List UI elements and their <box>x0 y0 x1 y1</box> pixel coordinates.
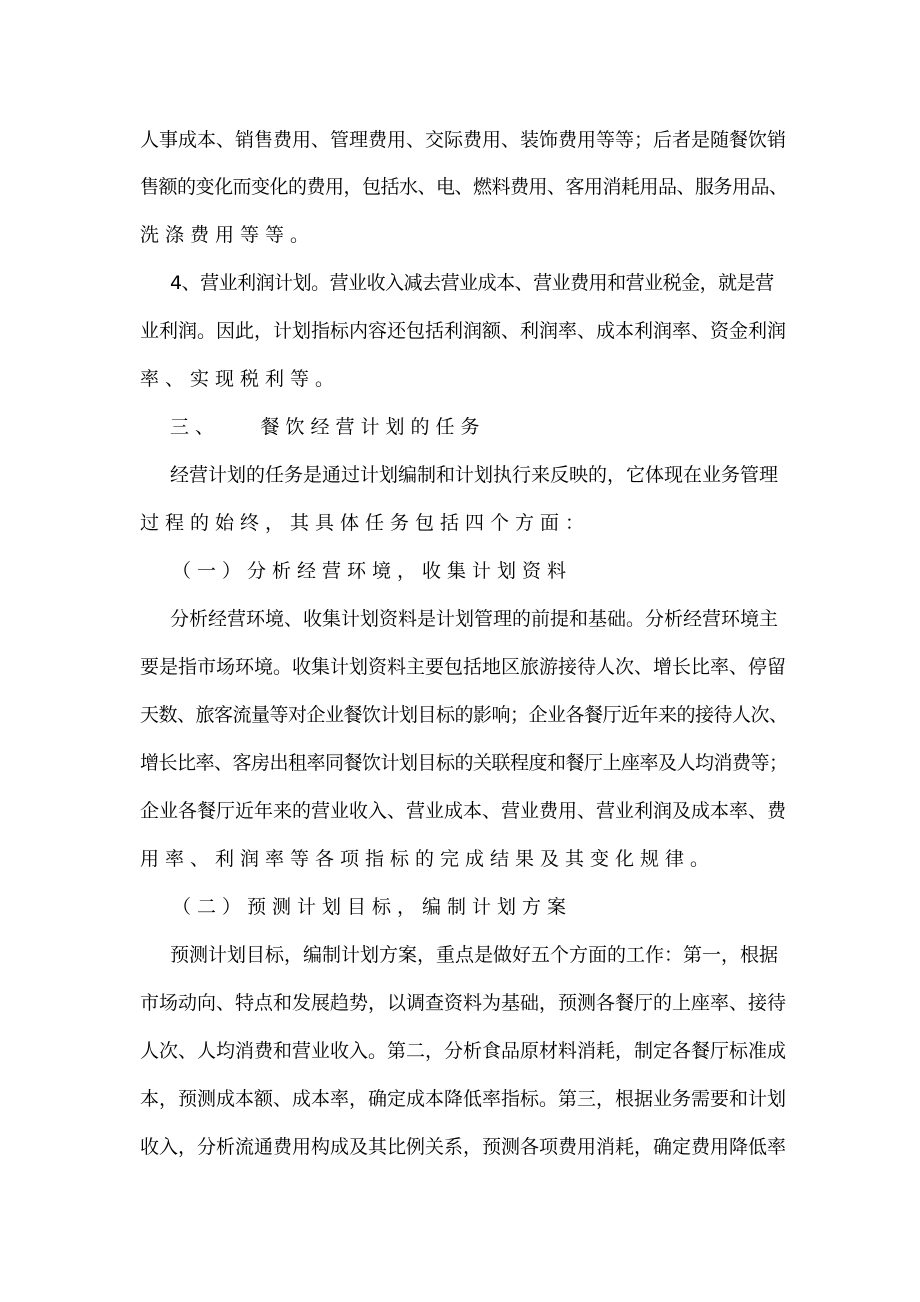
text-line: 增长比率、客房出租率同餐饮计划目标的关联程度和餐厅上座率及人均消费等； <box>140 752 788 774</box>
text-line: 天数、旅客流量等对企业餐饮计划目标的影响；企业各餐厅近年来的接待人次、 <box>140 704 788 726</box>
text-line: 市场动向、特点和发展趋势，以调查资料为基础，预测各餐厅的上座率、接待 <box>140 992 787 1014</box>
text-line: 本，预测成本额、成本率，确定成本降低率指标。第三，根据业务需要和计划 <box>140 1088 787 1110</box>
text-line: 用率、利润率等各项指标的完成结果及其变化规律。 <box>140 848 716 870</box>
section-heading: 三、 餐饮经营计划的任务 <box>170 416 486 438</box>
text-line: 要是指市场环境。收集计划资料主要包括地区旅游接待人次、增长比率、停留 <box>140 656 787 678</box>
text-line: 预测计划目标，编制计划方案，重点是做好五个方面的工作：第一，根据 <box>170 944 779 966</box>
subsection-heading: （二）预测计划目标，编制计划方案 <box>172 896 573 918</box>
text-line: 经营计划的任务是通过计划编制和计划执行来反映的，它体现在业务管理 <box>170 464 779 486</box>
text-line: 业利润。因此，计划指标内容还包括利润额、利润率、成本利润率、资金利润 <box>140 320 787 342</box>
text-line: 企业各餐厅近年来的营业收入、营业成本、营业费用、营业利润及成本率、费 <box>140 800 787 822</box>
text-line: 分析经营环境、收集计划资料是计划管理的前提和基础。分析经营环境主 <box>170 608 779 630</box>
text-line: 率、实现税利等。 <box>140 368 341 390</box>
subsection-heading: （一）分析经营环境，收集计划资料 <box>172 560 573 582</box>
text-line: 4、营业利润计划。营业收入减去营业成本、营业费用和营业税金，就是营 <box>170 272 774 294</box>
text-line: 过程的始终，其具体任务包括四个方面： <box>140 512 591 534</box>
text-line: 人次、人均消费和营业收入。第二，分析食品原材料消耗，制定各餐厅标准成 <box>140 1040 787 1062</box>
text-line: 收入，分析流通费用构成及其比例关系，预测各项费用消耗，确定费用降低率 <box>140 1136 787 1158</box>
text-line: 人事成本、销售费用、管理费用、交际费用、装饰费用等等；后者是随餐饮销 <box>140 129 787 151</box>
text-line: 售额的变化而变化的费用，包括水、电、燃料费用、客用消耗用品、服务用品、 <box>140 176 788 198</box>
text-line: 洗涤费用等等。 <box>140 224 316 246</box>
